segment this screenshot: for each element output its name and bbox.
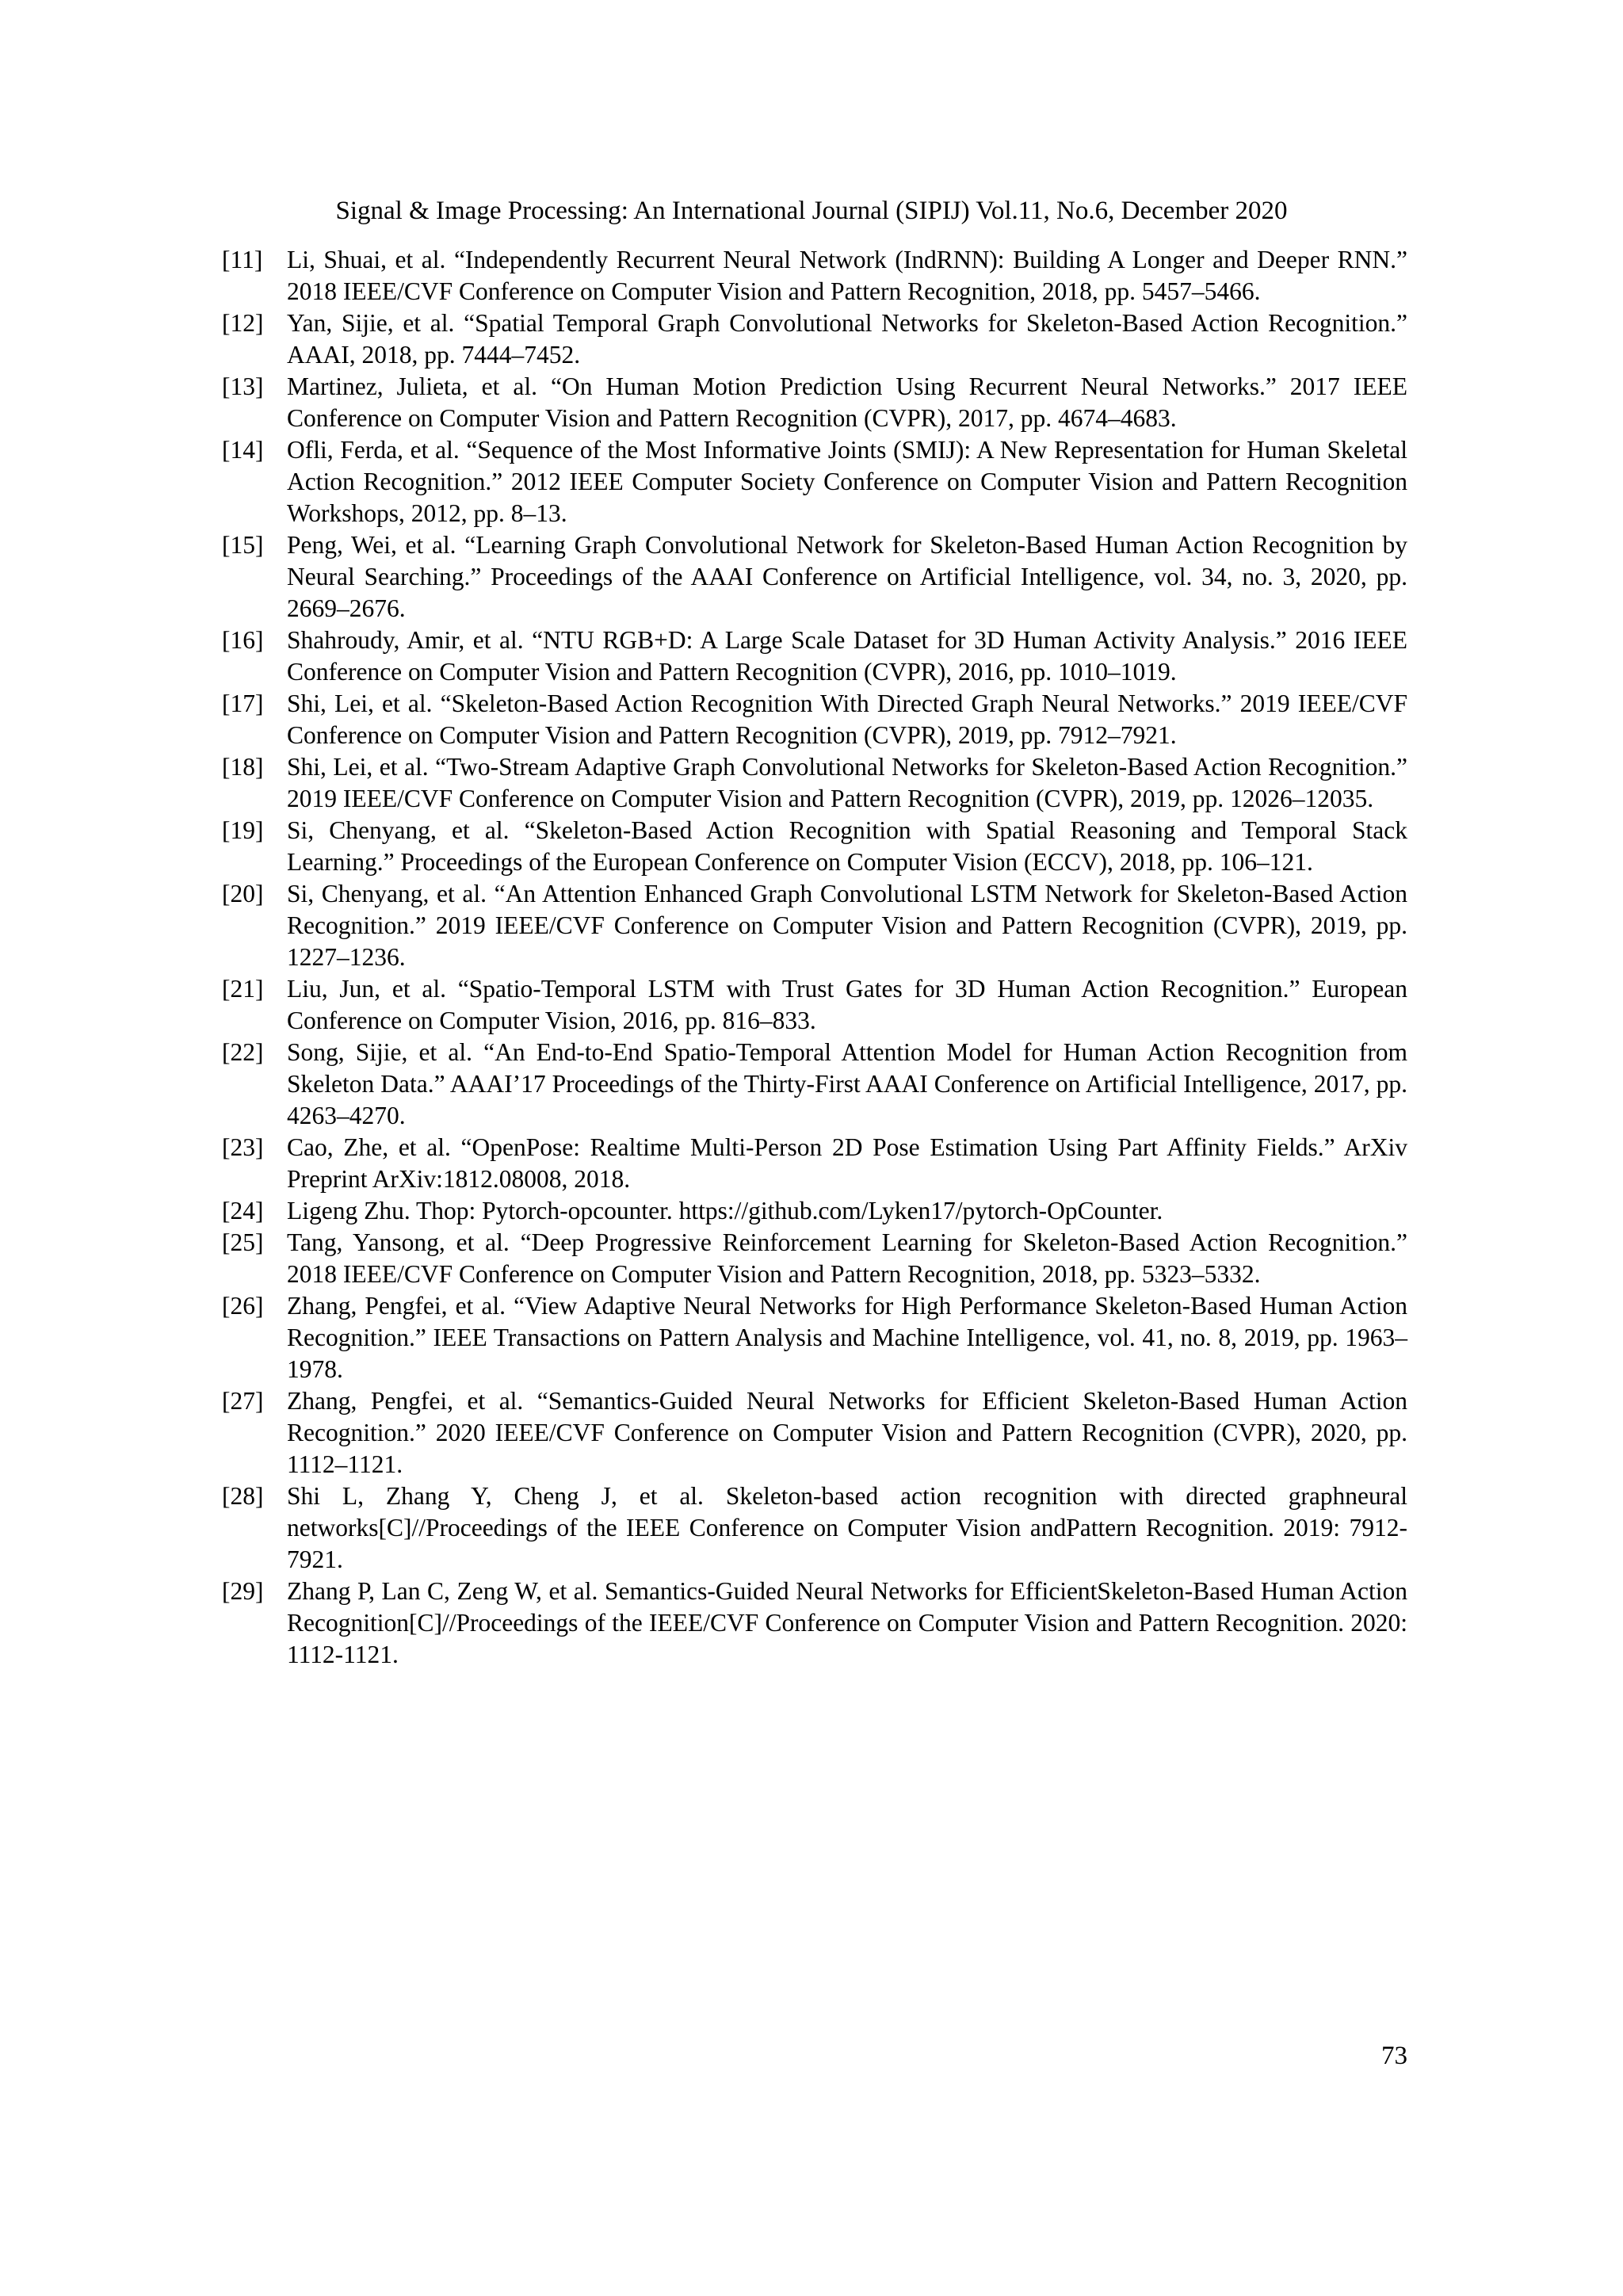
reference-number: [19] bbox=[222, 816, 264, 844]
reference-number: [29] bbox=[222, 1577, 264, 1605]
reference-number: [18] bbox=[222, 753, 264, 781]
reference-text: Ligeng Zhu. Thop: Pytorch-opcounter. https://github.com/Lyken17/pytorch-OpCounter. bbox=[287, 1197, 1163, 1224]
reference-item bbox=[222, 1385, 1407, 1480]
page-number: 73 bbox=[1381, 2042, 1407, 2070]
reference-item bbox=[222, 688, 1407, 751]
reference-item bbox=[222, 878, 1407, 973]
reference-text: Tang, Yansong, et al. “Deep Progressive Reinforcement Learning for Skeleton-Based Action Recognition.” 2018 IEEE/CVF Conference on Computer Vision and Pattern Recognition, 2018, pp. 5323–5332. bbox=[287, 1228, 1407, 1288]
reference-number: [21] bbox=[222, 975, 264, 1003]
reference-number: [14] bbox=[222, 436, 264, 464]
reference-number: [16] bbox=[222, 626, 264, 654]
reference-item bbox=[222, 625, 1407, 688]
reference-text: Shi, Lei, et al. “Two-Stream Adaptive Graph Convolutional Networks for Skeleton-Based Action Recognition.” 2019 IEEE/CVF Conference on Computer Vision and Pattern Recognition (CVPR), 2019, pp. 12026–12035. bbox=[287, 753, 1407, 812]
reference-item bbox=[222, 1037, 1407, 1132]
reference-text: Shahroudy, Amir, et al. “NTU RGB+D: A Large Scale Dataset for 3D Human Activity Analysis.” 2016 IEEE Conference on Computer Vision and Pattern Recognition (CVPR), 2016, pp. 1010–1019. bbox=[287, 626, 1407, 686]
reference-text: Li, Shuai, et al. “Independently Recurrent Neural Network (IndRNN): Building A Longer and Deeper RNN.” 2018 IEEE/CVF Conference on Computer Vision and Pattern Recognition, 2018, pp. 5457–5466. bbox=[287, 246, 1407, 305]
reference-item bbox=[222, 1195, 1407, 1227]
reference-text: Si, Chenyang, et al. “An Attention Enhanced Graph Convolutional LSTM Network for Skeleton-Based Action Recognition.” 2019 IEEE/CVF Conference on Computer Vision and Pattern Recognition (CVPR), 2019, pp. 1227–1236. bbox=[287, 880, 1407, 971]
reference-text: Zhang, Pengfei, et al. “Semantics-Guided Neural Networks for Efficient Skeleton-Based Human Action Recognition.” 2020 IEEE/CVF Conference on Computer Vision and Pattern Recognition (CVPR), 2020, pp. 1112–1121. bbox=[287, 1387, 1407, 1478]
reference-item bbox=[222, 529, 1407, 625]
reference-list bbox=[222, 244, 1407, 1671]
reference-number: [25] bbox=[222, 1228, 264, 1256]
reference-number: [11] bbox=[222, 246, 263, 273]
running-header: Signal & Image Processing: An International Journal (SIPIJ) Vol.11, No.6, December 2020 bbox=[335, 197, 1288, 225]
reference-text: Shi, Lei, et al. “Skeleton-Based Action Recognition With Directed Graph Neural Networks.” 2019 IEEE/CVF Conference on Computer Vision and Pattern Recognition (CVPR), 2019, pp. 7912–7921. bbox=[287, 690, 1407, 749]
reference-text: Zhang P, Lan C, Zeng W, et al. Semantics-Guided Neural Networks for EfficientSkeleton-Based Human Action Recognition[C]//Proceedings of the IEEE/CVF Conference on Computer Vision and Pattern Recognition. 2020: 1112-1121. bbox=[287, 1577, 1407, 1668]
reference-number: [15] bbox=[222, 531, 264, 559]
reference-number: [17] bbox=[222, 690, 264, 717]
reference-number: [23] bbox=[222, 1133, 264, 1161]
reference-text: Song, Sijie, et al. “An End-to-End Spatio-Temporal Attention Model for Human Action Recognition from Skeleton Data.” AAAI’17 Proceedings of the Thirty-First AAAI Conference on Artificial Intelligence, 2017, pp. 4263–4270. bbox=[287, 1038, 1407, 1129]
reference-text: Peng, Wei, et al. “Learning Graph Convolutional Network for Skeleton-Based Human Action Recognition by Neural Searching.” Proceedings of the AAAI Conference on Artificial Intelligence, vol. 34, no. 3, 2020, pp. 2669–2676. bbox=[287, 531, 1407, 622]
reference-item bbox=[222, 434, 1407, 529]
reference-item bbox=[222, 973, 1407, 1037]
reference-number: [20] bbox=[222, 880, 264, 907]
reference-text: Cao, Zhe, et al. “OpenPose: Realtime Multi-Person 2D Pose Estimation Using Part Affinity Fields.” ArXiv Preprint ArXiv:1812.08008, 2018. bbox=[287, 1133, 1407, 1193]
reference-item bbox=[222, 371, 1407, 434]
reference-text: Ofli, Ferda, et al. “Sequence of the Most Informative Joints (SMIJ): A New Representation for Human Skeletal Action Recognition.” 2012 IEEE Computer Society Conference on Computer Vision and Pattern Recognition Workshops, 2012, pp. 8–13. bbox=[287, 436, 1407, 527]
reference-item bbox=[222, 751, 1407, 815]
reference-item bbox=[222, 308, 1407, 371]
reference-number: [12] bbox=[222, 309, 264, 337]
reference-text: Zhang, Pengfei, et al. “View Adaptive Neural Networks for High Performance Skeleton-Based Human Action Recognition.” IEEE Transactions on Pattern Analysis and Machine Intelligence, vol. 41, no. 8, 2019, pp. 1963–1978. bbox=[287, 1292, 1407, 1383]
reference-item bbox=[222, 1480, 1407, 1576]
reference-item bbox=[222, 1290, 1407, 1385]
reference-number: [22] bbox=[222, 1038, 264, 1066]
reference-number: [27] bbox=[222, 1387, 264, 1415]
reference-item bbox=[222, 1576, 1407, 1671]
reference-text: Martinez, Julieta, et al. “On Human Motion Prediction Using Recurrent Neural Networks.” 2017 IEEE Conference on Computer Vision and Pattern Recognition (CVPR), 2017, pp. 4674–4683. bbox=[287, 372, 1407, 432]
reference-number: [24] bbox=[222, 1197, 264, 1224]
reference-text: Shi L, Zhang Y, Cheng J, et al. Skeleton-based action recognition with directed graphneural networks[C]//Proceedings of the IEEE Conference on Computer Vision andPattern Recognition. 2019: 7912-7921. bbox=[287, 1482, 1407, 1573]
reference-number: [28] bbox=[222, 1482, 264, 1510]
reference-text: Liu, Jun, et al. “Spatio-Temporal LSTM with Trust Gates for 3D Human Action Recognition.” European Conference on Computer Vision, 2016, pp. 816–833. bbox=[287, 975, 1407, 1034]
reference-item bbox=[222, 1132, 1407, 1195]
reference-number: [13] bbox=[222, 372, 264, 400]
reference-text: Si, Chenyang, et al. “Skeleton-Based Action Recognition with Spatial Reasoning and Temporal Stack Learning.” Proceedings of the European Conference on Computer Vision (ECCV), 2018, pp. 106–121. bbox=[287, 816, 1407, 876]
reference-text: Yan, Sijie, et al. “Spatial Temporal Graph Convolutional Networks for Skeleton-Based Action Recognition.” AAAI, 2018, pp. 7444–7452. bbox=[287, 309, 1407, 369]
reference-item bbox=[222, 815, 1407, 878]
reference-item bbox=[222, 244, 1407, 308]
reference-number: [26] bbox=[222, 1292, 264, 1320]
reference-item bbox=[222, 1227, 1407, 1290]
